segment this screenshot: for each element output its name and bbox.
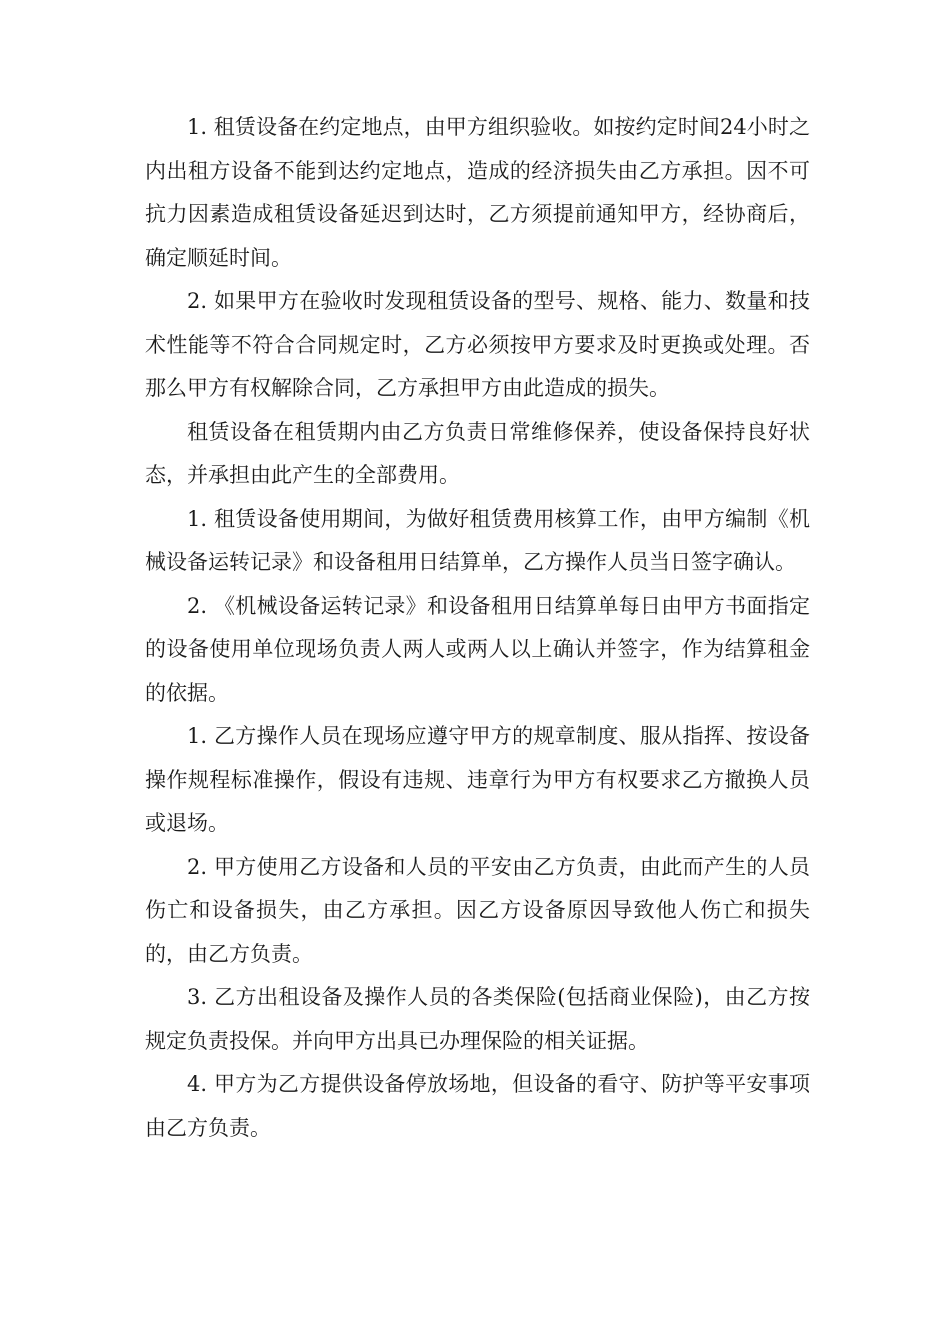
paragraph-acceptance-location: 1. 租赁设备在约定地点，由甲方组织验收。如按约定时间24小时之内出租方设备不能到达约定地点，造成的经济损失由乙方承担。因不可抗力因素造成租赁设备延迟到达时，乙方须提前通知甲方，经协商后，确定顺延时间。	[145, 115, 810, 270]
paragraph-safety-liability: 2. 甲方使用乙方设备和人员的平安由乙方负责，由此而产生的人员伤亡和设备损失，由乙方承担。因乙方设备原因导致他人伤亡和损失的，由乙方负责。	[145, 854, 810, 966]
paragraph-settlement-basis: 2. 《机械设备运转记录》和设备租用日结算单每日由甲方书面指定的设备使用单位现场负责人两人或两人以上确认并签字，作为结算租金的依据。	[145, 593, 810, 705]
paragraph-parking-site: 4. 甲方为乙方提供设备停放场地，但设备的看守、防护等平安事项由乙方负责。	[145, 1072, 810, 1140]
paragraph-operation-record: 1. 租赁设备使用期间，为做好租赁费用核算工作，由甲方编制《机械设备运转记录》和设备租用日结算单，乙方操作人员当日签字确认。	[145, 506, 810, 574]
paragraph-insurance: 3. 乙方出租设备及操作人员的各类保险(包括商业保险)，由乙方按规定负责投保。并向甲方出具已办理保险的相关证据。	[145, 985, 810, 1053]
paragraph-operator-rules: 1. 乙方操作人员在现场应遵守甲方的规章制度、服从指挥、按设备操作规程标准操作，假设有违规、违章行为甲方有权要求乙方撤换人员或退场。	[145, 724, 810, 835]
paragraph-acceptance-nonconformity: 2. 如果甲方在验收时发现租赁设备的型号、规格、能力、数量和技术性能等不符合合同规定时，乙方必须按甲方要求及时更换或处理。否那么甲方有权解除合同，乙方承担甲方由此造成的损失。	[145, 289, 810, 400]
paragraph-maintenance: 租赁设备在租赁期内由乙方负责日常维修保养，使设备保持良好状态，并承担由此产生的全部费用。	[145, 419, 810, 487]
